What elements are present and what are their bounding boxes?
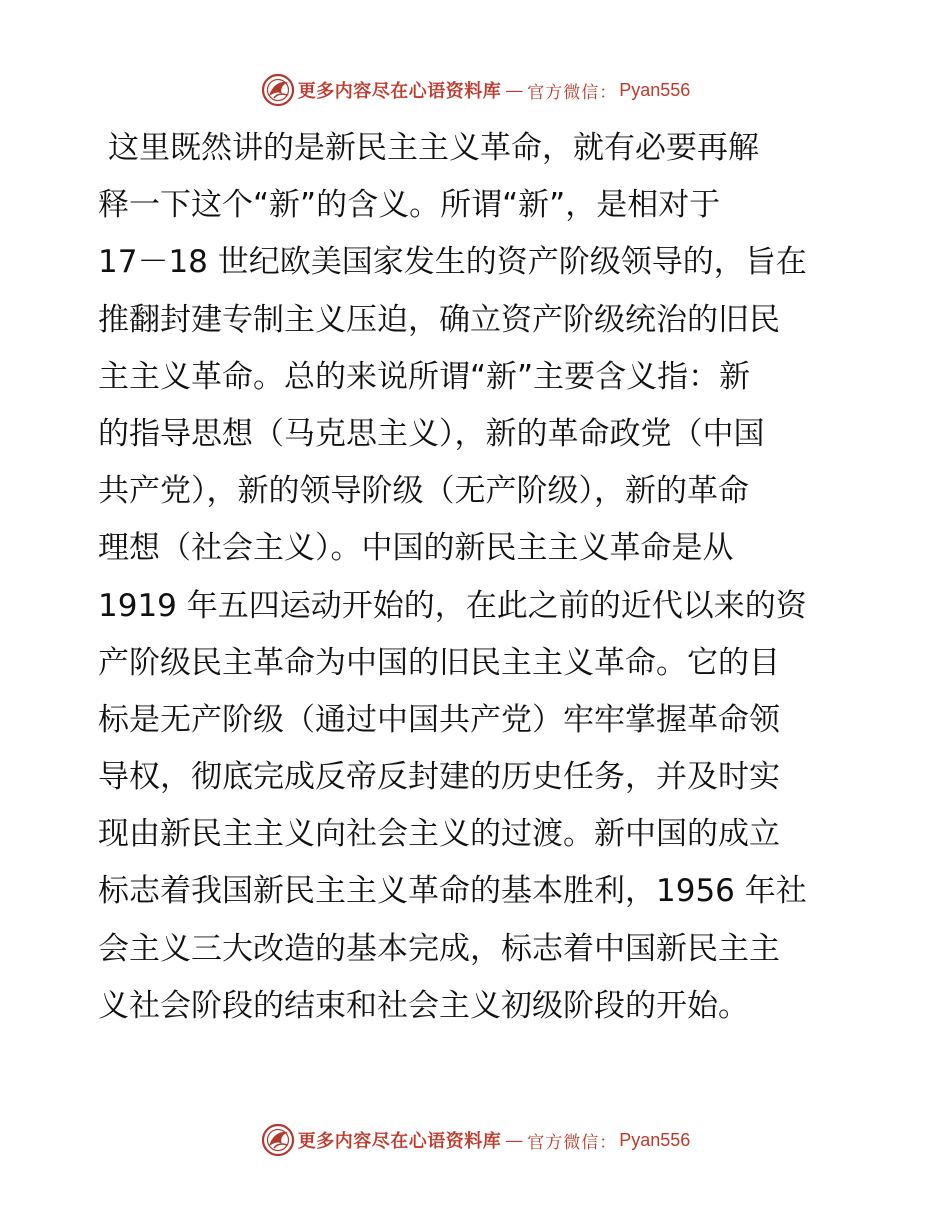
text-line: 理想（社会主义）。中国的新民主主义革命是从 <box>98 530 734 567</box>
header-wechat-label: 官方微信： <box>527 82 618 103</box>
phoenix-logo-icon <box>260 72 296 108</box>
text-line: 这里既然讲的是新民主主义革命，就有必要再解 <box>108 130 759 166</box>
text-line: 现由新民主主义向社会主义的过渡。新中国的成立 <box>98 816 780 853</box>
footer-wechat-id: Pyan556 <box>619 1129 691 1150</box>
document-body <box>98 120 858 1035</box>
header-wechat-id: Pyan556 <box>619 79 691 100</box>
footer-wechat-label: 官方微信： <box>527 1132 618 1153</box>
header-site-name: 更多内容尽在心语资料库 <box>297 81 502 102</box>
text-line: 导权，彻底完成反帝反封建的历史任务，并及时实 <box>98 759 780 796</box>
text-line: 释一下这个“新”的含义。所谓“新”，是相对于 <box>98 187 721 224</box>
footer-separator: — <box>505 1129 524 1151</box>
text-line: 会主义三大改造的基本完成，标志着中国新民主主 <box>98 930 780 967</box>
footer-site-name: 更多内容尽在心语资料库 <box>297 1131 502 1152</box>
text-line: 主主义革命。总的来说所谓“新”主要含义指：新 <box>98 358 751 395</box>
text-line: 标志着我国新民主主义革命的基本胜利，1956 年社 <box>98 873 807 910</box>
text-line: 产阶级民主革命为中国的旧民主主义革命。它的目 <box>98 644 780 681</box>
header-banner <box>0 70 950 110</box>
text-line: 的指导思想（马克思主义），新的革命政党（中国 <box>98 415 765 452</box>
header-separator: — <box>505 79 524 101</box>
text-line: 推翻封建专制主义压迫，确立资产阶级统治的旧民 <box>98 301 780 338</box>
text-line: 17－18 世纪欧美国家发生的资产阶级领导的，旨在 <box>98 244 807 281</box>
text-line: 共产党），新的领导阶级（无产阶级），新的革命 <box>98 473 749 510</box>
text-line: 标是无产阶级（通过中国共产党）牢牢掌握革命领 <box>98 701 780 738</box>
footer-banner <box>0 1120 950 1160</box>
text-line: 1919 年五四运动开始的，在此之前的近代以来的资 <box>98 587 807 624</box>
text-line: 义社会阶段的结束和社会主义初级阶段的开始。 <box>98 987 749 1024</box>
phoenix-logo-icon <box>260 1122 296 1158</box>
